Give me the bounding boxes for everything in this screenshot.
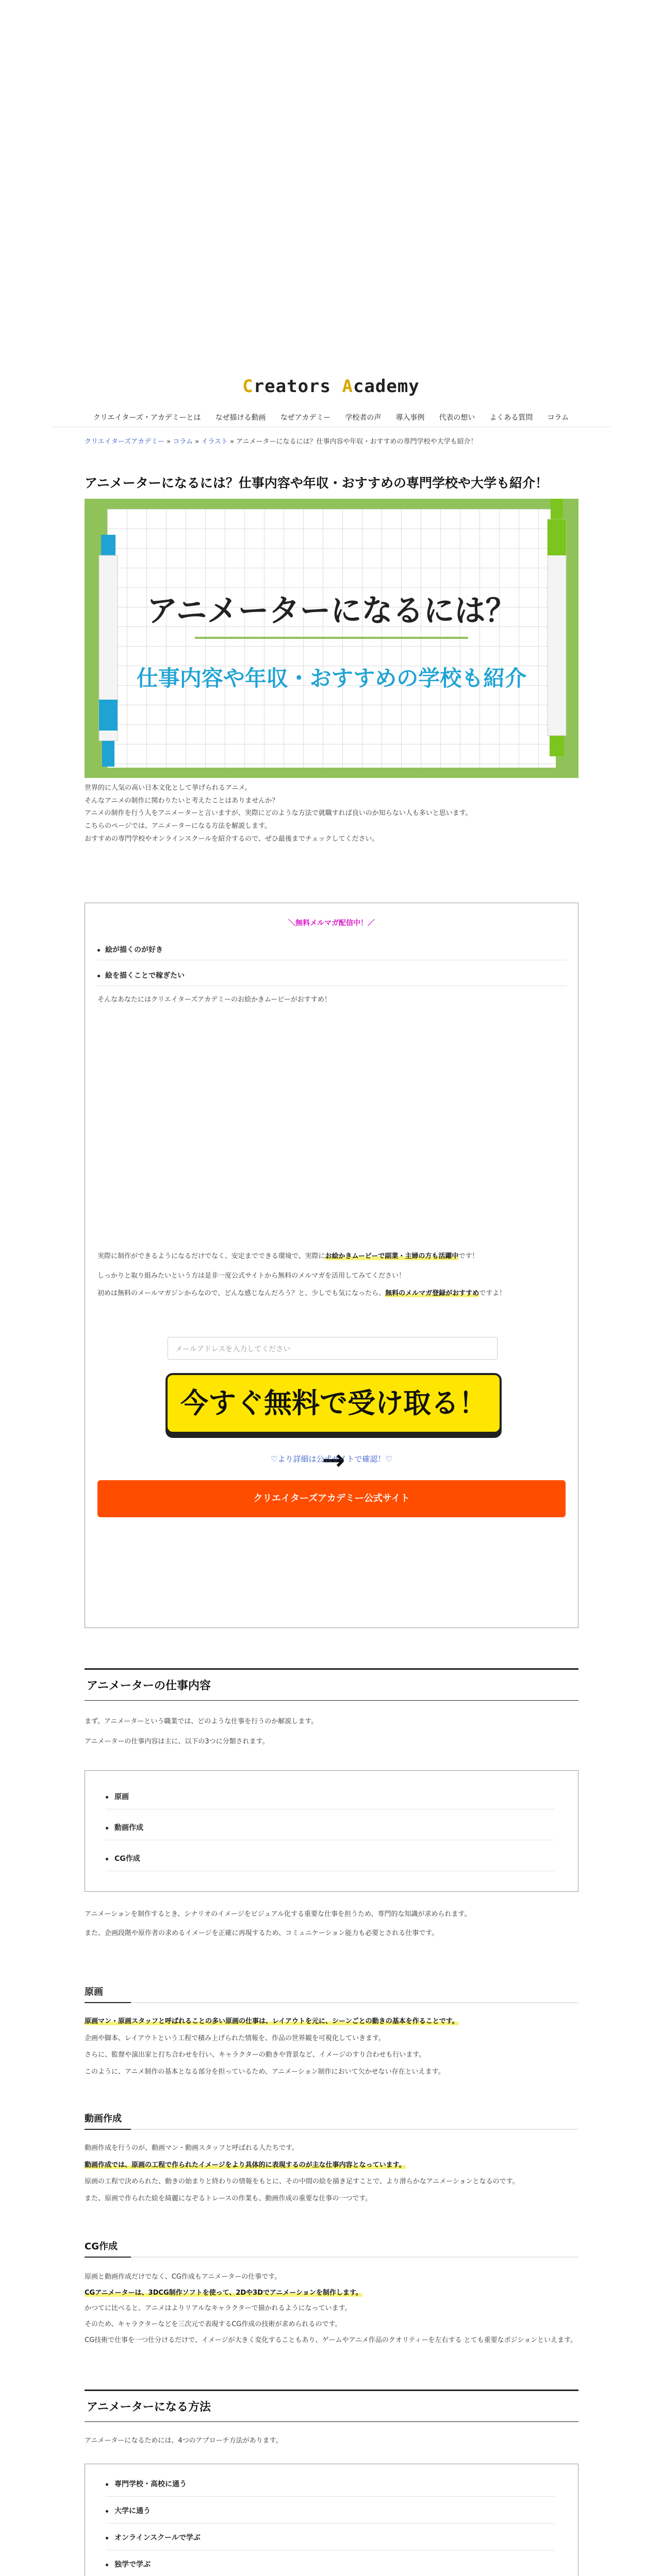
paragraph: 企画や脚本、レイアウトという工程で積み上げられた情報を、作品の世界観を可視化していきます。: [85, 2034, 385, 2042]
bullet-icon: [106, 1858, 108, 1860]
arrow-right-icon: →: [322, 1444, 345, 1476]
logo-a: A: [342, 376, 353, 397]
intro-line: そんなアニメの制作に関わりたいと考えたことはありませんか？: [85, 796, 279, 805]
promo-check-item: [97, 944, 567, 955]
site-header: [0, 376, 662, 397]
intro: [85, 782, 578, 845]
cta-label: 今すぐ無料で受け取る！: [180, 1387, 487, 1419]
promo-highlight: お絵かきムービーで副業・主婦の方も活躍中: [325, 1252, 459, 1260]
breadcrumb-illust[interactable]: イラスト: [201, 438, 228, 446]
list-item: [106, 1853, 554, 1871]
bullet-icon: [106, 2483, 108, 2486]
nav-item-about[interactable]: クリエイターズ・アカデミーとは: [93, 414, 201, 422]
paragraph: アニメーターの仕事内容は主に、以下の3つに分類されます。: [85, 1737, 269, 1745]
hero-title: アニメーターになるには？: [146, 593, 517, 629]
subheading-cg: CG作成: [85, 2239, 578, 2258]
global-nav: [0, 412, 662, 422]
hero-subtitle: 仕事内容や年収・おすすめの学校も紹介: [136, 666, 527, 691]
official-site-link[interactable]: ♡より詳細は公式サイトで確認！♡: [271, 1454, 392, 1464]
highlight-text: CGアニメーターは、3DCG制作ソフトを使って、2Dや3Dでアニメーションを制作します。: [85, 2289, 362, 2297]
paragraph: 動画作成を行うのが、動画マン・動画スタッフと呼ばれる人たちです。: [85, 2144, 299, 2152]
paragraph: そのため、キャラクターなどを三次元で表現するCG作成の技術が求められるのです。: [85, 2320, 342, 2329]
nav-item-why-movie[interactable]: なぜ描ける動画: [215, 414, 266, 422]
promo-badge: ＼無料メルマガ配信中！／: [288, 919, 375, 927]
paragraph: アニメーションを制作するとき、シナリオのイメージをビジュアル化する重要な仕事を担うため、専門的な知識が求められます。: [85, 1910, 471, 1918]
hero-divider: [195, 637, 468, 639]
list-item-label: CG作成: [114, 1855, 140, 1863]
promo-body-1: [97, 1250, 567, 1263]
promo-body-text: 初めは無料のメールマガジンからなので、どんな感じなんだろう？と、少しでも気になったら、: [97, 1290, 386, 1297]
promo-body-2: しっかりと取り組みたいという方は是非一度公式サイトから無料のメルマガを活用してみてください！: [97, 1272, 406, 1280]
list-item-label: 専門学校・高校に通う: [114, 2480, 187, 2488]
section-heading-work: アニメーターの仕事内容: [85, 1668, 578, 1701]
list-item-label: 大学に通う: [114, 2507, 151, 2515]
promo-check-label: 絵が描くのが好き: [105, 946, 163, 954]
blue-marker-icon: [94, 535, 123, 777]
douga-text: [85, 2142, 578, 2206]
paragraph: このように、アニメ制作の基本となる部分を担っているため、アニメーション制作において欠かせない存在といえます。: [85, 2068, 445, 2076]
logo-c: C: [242, 376, 254, 397]
paragraph: 原画と動画作成だけでなく、CG作成もアニメーターの仕事です。: [85, 2273, 282, 2281]
highlight-text: 動画作成では、原画の工程で作られたイメージをより具体的に表現するのが主な仕事内容となっています。: [85, 2161, 406, 2169]
bullet-icon: [106, 1827, 108, 1829]
bullet-icon: [97, 975, 100, 977]
nav-item-column[interactable]: コラム: [547, 414, 569, 422]
paragraph: また、企画段階や原作者の求めるイメージを正確に再現するため、コミュニケーション能力も必要とされる仕事です。: [85, 1929, 439, 1937]
paragraph: かつてに比べると、アニメはよりリアルなキャラクターで描かれるようになっています。: [85, 2304, 352, 2313]
breadcrumb-sep: »: [193, 438, 202, 446]
list-item: [106, 2505, 554, 2523]
bullet-icon: [106, 2564, 108, 2566]
nav-item-message[interactable]: 代表の想い: [439, 414, 475, 422]
list-item: [106, 1822, 554, 1840]
list-item-label: 原画: [114, 1793, 129, 1801]
section-heading-how: アニメーターになる方法: [85, 2389, 578, 2422]
list-item-label: 動画作成: [114, 1824, 143, 1832]
promo-box: [85, 903, 578, 1628]
paragraph: また、原画で作られた絵を綺麗になぞるトレースの作業も、動画作成の重要な仕事の一つです。: [85, 2195, 372, 2203]
subheading-douga: 動画作成: [85, 2111, 578, 2130]
logo-reators: reators: [253, 376, 342, 397]
promo-check-item: [97, 970, 567, 980]
breadcrumb-sep: »: [164, 438, 173, 446]
list-item-label: オンラインスクールで学ぶ: [114, 2534, 201, 2542]
nav-item-faq[interactable]: よくある質問: [489, 414, 533, 422]
promo-check-label: 絵を描くことで稼ぎたい: [105, 972, 185, 980]
genga-text: [85, 2015, 578, 2079]
paragraph: 原画の工程で決められた、動きの始まりと終わりの情報をもとに、その中間の絵を描き足すことで、より滑らかなアニメーションとなるのです。: [85, 2178, 519, 2186]
promo-body-3: [97, 1287, 567, 1300]
list-item: [106, 2559, 554, 2576]
promo-body-text: ですよ！: [479, 1290, 506, 1297]
list-item-label: 独学で学ぶ: [114, 2561, 151, 2569]
intro-line: おすすめの専門学校やオンラインスクールを紹介するので、ぜひ最後までチェックしてください。: [85, 835, 379, 843]
breadcrumb: [85, 436, 477, 446]
work-text-2: [85, 1908, 578, 1940]
breadcrumb-sep: »: [227, 438, 237, 446]
work-text: [85, 1716, 578, 1748]
promo-body-text: 実際に制作ができるようになるだけでなく、安定までできる環境で、実際に: [97, 1252, 325, 1260]
list-item: [106, 1791, 554, 1809]
nav-item-why-academy[interactable]: なぜアカデミー: [280, 414, 331, 422]
promo-body-text: です！: [458, 1252, 479, 1260]
promo-highlight: 無料のメルマガ登録がおすすめ: [385, 1290, 479, 1297]
official-site-button[interactable]: クリエイターズアカデミー公式サイト: [97, 1480, 566, 1517]
promo-lead: そんなあなたにはクリエイターズアカデミーのお絵かきムービーがおすすめ！: [97, 996, 331, 1004]
subheading-genga: 原画: [85, 1985, 578, 2003]
bullet-icon: [106, 2510, 108, 2513]
bullet-icon: [106, 1796, 108, 1799]
how-text: アニメーターになるためには、4つのアプローチ方法があります。: [85, 2437, 283, 2445]
list-item: [106, 2532, 554, 2550]
bullet-icon: [97, 949, 100, 952]
nav-item-cases[interactable]: 導入事例: [395, 414, 425, 422]
work-list-box: [85, 1770, 578, 1892]
list-item: [106, 2479, 554, 2497]
logo-cademy: cademy: [353, 376, 420, 397]
site-logo[interactable]: [0, 376, 662, 397]
nav-item-voices[interactable]: 学校者の声: [345, 414, 382, 422]
email-input[interactable]: メールアドレスを入力してください: [168, 1337, 498, 1360]
page-title: アニメーターになるには？仕事内容や年収・おすすめの専門学校や大学も紹介！: [85, 476, 549, 490]
hero-image: [85, 499, 578, 778]
cg-text: [85, 2271, 578, 2347]
breadcrumb-column[interactable]: コラム: [173, 438, 193, 446]
paragraph: まず、アニメーターという職業では、どのような仕事を行うのか解説します。: [85, 1718, 318, 1725]
bullet-icon: [106, 2537, 108, 2539]
intro-line: こちらのページでは、アニメーターになる方法を解説します。: [85, 822, 272, 831]
intro-line: 世界的に人気の高い日本文化として挙げられるアニメ。: [85, 784, 252, 792]
paragraph: さらに、監督や演出家と打ち合わせを行い、キャラクターの動きや背景など、イメージのすり合わせも行います。: [85, 2051, 426, 2059]
breadcrumb-current: アニメーターになるには？仕事内容や年収・おすすめの専門学校や大学も紹介！: [236, 438, 477, 446]
intro-line: アニメの制作を行う人をアニメーターと言いますが、実際にどのような方法で就職すれば良いのか知らない人も多いと思います。: [85, 809, 472, 818]
how-list-box: [85, 2464, 578, 2576]
paragraph: CG技術で仕事を一つ仕分けるだけで、イメージが大きく変化することもあり、ゲームやアニメ作品のクオリティーを左右する とても重要なポジションといえます。: [85, 2336, 577, 2344]
breadcrumb-home[interactable]: クリエイターズアカデミー: [85, 438, 164, 446]
highlight-text: 原画マン・原画スタッフと呼ばれることの多い原画の仕事は、レイアウトを元に、シーンごとの動きの基本を作ることです。: [85, 2018, 459, 2025]
